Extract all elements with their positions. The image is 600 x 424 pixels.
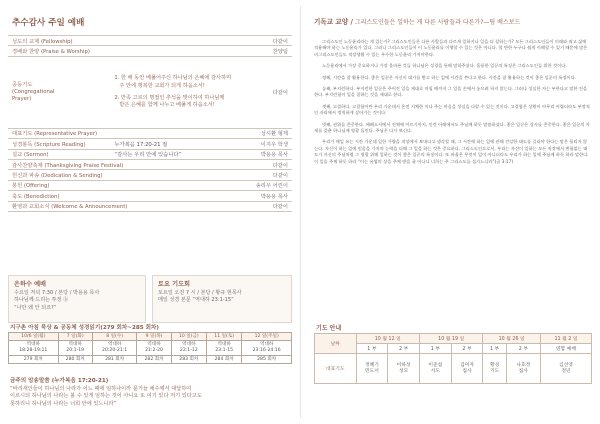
left-column [8,10,292,407]
worship-row [8,46,292,56]
worship-item: 성경봉독 (Scripture Reading) [8,139,110,149]
worship-leader: 박용용 목사 [248,149,292,159]
worship-leader: 이지우 학생 [248,139,292,149]
right-column [310,10,592,374]
worship-leader: 송리우 어린이 [248,180,292,190]
essay-paragraph: 우리가 매일 쓰는 시간 가운데 일한 가량을 직장에서 보내다고 생각할 때, 그 시간에 하는 일에 관해 건강한 태도를 길러야 한다는 말은 틀리지 않는다. 자신이 하는 일에 믿음을 가지며 능력을 더해 그 일을 하는 것은 중요하다. 그리스도인으로서, 우리는 자신이 일하는 모든 직장에서 변함없는 태도가 자신의 주님처럼 그 영광 위해 일하는 것이 좋은 일꾼의 특징이다. 또 바울은 무엇이 일이 아니더라도 우리가 하는 일에 주님께 하듯 하라 말한다. 이 일을 주께 하듯 하라 “이는 유업의 상을 주께 받을 줄 아나니 너희는 주 그리스도를 섬기느니라”(골 3:17) [314,140,589,165]
prayer-part-row: 1 부 2 부 1 부 2 부 1 부 2 부 연합 예배 [315,344,592,354]
worship-title: 추수감사 주일 예배 [12,18,85,28]
saturday-prayer-box: 토요 기도회 토요일 오전 7 시 / 본당 / 황규 현목사 매일 성경 본문 “역대하 23:1-15” [152,275,292,323]
worship-item: 축도 (Benediction) [8,191,248,201]
worship-leader: 다같이 [248,159,292,169]
congregational-prayer-label: 공동기도 (Congregational Prayer) [8,56,110,128]
essay-paragraph: 넷째, 권위를 존중한다. 에베소서에서 전체에 이르기까지, 인간 아래에서도 주님께 하듯 말씀하셨다. 좋은 일꾼은 상사를 존중한다. 좋은 일꾼의 자세를 갖춘 하나님께 영광 돌린다. 주님은 다시 보신다. [314,122,590,135]
saturday-prayer-title: 토요 기도회 [158,281,191,288]
worship-leader: 다같이 [248,201,292,211]
worship-row [8,180,292,190]
worship-row [8,159,292,169]
worship-row [8,149,292,159]
meeting-boxes [8,275,292,323]
essay-paragraph: 둘째, 부지런하다. 부지런한 일꾼은 주어진 일을 제대로 마칠 때까지 그 일을 손에서 놓으려 하지 않는다. 그러나 성실한 자는 부한다고 말한 진을 한다. 부지런함이 일을 잘하는 것을 제대로 한다. [314,87,588,99]
essay-paragraph: 셋째, 고결하다. 고결함이란 우리 가운데서 온전 지체한 이나 주는 마음을 성실을 다할 수 있는 것이다. 고결함은 상황이 아무리 어렵더라도 부정적인 자리에서 정직하게 살아가는 것이다. [314,104,590,117]
prayer-schedule-title: 기도 안내 [316,325,342,332]
worship-item: 경배와 찬양 (Praise & Worship) [8,46,110,56]
worship-leader: 다같이 [248,170,292,180]
scripture-reference: 누가복음 17:20-21 절 [110,139,247,149]
worship-row [8,170,292,180]
prayer-name-row: 대표기도 정혜기 민도서 이하성 성모 이준섭 서도 김미자 집사 황성 기도 나호정 집사 김선영 정년 [315,354,592,384]
reading-schedule-title: 지구촌 아침 묵상 & 공동체 성경읽기(279 회차~285 회차) [10,325,159,331]
schedule-header-row: 10/6 일(월) 7 일(화) 8 일(수) 9 일(목) 10 일(금) 11 일(토) 12 일(주일) [9,333,292,341]
worship-row [8,139,292,149]
reading-schedule-table [8,332,292,364]
worship-leader: 다같이 [248,36,292,46]
worship-item: 성도의 교제 (Fellowship) [8,36,110,46]
essay-paragraph: 정혜, 시간을 잘 활용한다. 좋은 일꾼은 자신이 대가를 받고 하는 일에 시간을 쓴다고 한다. 시간을 잘 활용하는 것이 좋은 일꾼의 특징이다. [322,75,577,81]
essay-paragraph: 노동윤리에서 가장 중요하거나 가장 올바른 것들 하나님은 성경을 통해 말하주셨다. 훌륭한 일꾼의 특징은 그리스도인들 위한 것이다. [322,64,567,70]
congregational-prayer-row [8,56,292,128]
worship-item: 환영과 교회소식 (Welcome & Announcement) [8,201,248,211]
worship-item: 봉헌 (Offering) [8,180,248,190]
worship-leader: 박용용 목사 [248,191,292,201]
memory-verse-title: 금주의 암송말씀 (누가복음 17:20-21) [10,378,109,384]
worship-item: 설교 (Sermon) [8,149,110,159]
worship-order-table [8,35,292,212]
worship-leader: 찬양팀 [248,46,292,56]
worship-row [8,191,292,201]
worship-leader: 다같이 [248,56,292,128]
essay-body [314,40,590,171]
worship-leader: 성시환 형제 [248,128,292,138]
worship-item: 감사찬양축제 (Thanksgiving Praise Festival) [8,159,248,169]
worship-item: 대표기도 (Representative Prayer) [8,128,110,138]
prayer-date-row: 날짜 10 월 12 일 10 월 19 일 10 월 26 일 11 월 2 일 [315,334,592,344]
memory-verse-text: “바리새인들이 하나님의 나라가 어느 때에 임하나이까 묻거늘 예수께서 대답하여 이르시되 하나님의 나라는 볼 수 있게 임하는 것이 아니요 또 여기 있다 저기 있다고도 못하리니 하나님의 나라는 너희 안에 있느니라” [10,386,202,407]
schedule-passage-row: 역대하 18:28-19:11 역대하 20:1-19 역대하 20:20-21:1 역대하 21:2-20 역대하 22:1-12 역대하 23:1-15 역대하 23:16-24:16 [9,340,292,355]
wednesday-service-box: 은하수 예배 수요일 저녁 7:30 / 본당 / 박용용 목사 하나님께 드리는 투정 ⓑ “나만 왜 안 되죠?” [8,275,146,323]
sermon-title: “감사는 우리 안에 있습니다” [110,149,247,159]
prayer-schedule-table [314,333,592,384]
worship-item: 헌신과 파송 (Dedication & Sending) [8,170,248,180]
worship-row [8,36,292,46]
worship-row [8,201,292,211]
worship-row [8,128,292,138]
wednesday-service-title: 은하수 예배 [14,281,47,288]
center-divider [300,6,301,418]
essay-title: 기독교 교양 / 그리스도인들은 일하는 게 다른 사람들과 다른가?—팀 베스보드 [314,18,521,26]
congregational-prayer-text: 1. 한 해 동안 베풀어주신 하나님의 은혜에 감사하며 주 안에 행복한 교회가 되게 하옵소서! 2. 만족 고르의 명절인 추석을 맞이하여 하나님께 받은 은혜를 함께 나누고 베풀게 하옵소서! [110,56,247,128]
schedule-round-row: 279 회차 280 회차 281 회차 282 회차 283 회차 284 회차 285 회차 [9,355,292,363]
essay-paragraph: 그리스도인 노동윤리라는 게 있는가? 그리스도인들은 다른 사람들과 다르게 일하거나 일을 더 잘하는가? 모든 그리스도인들이 미래와 죄고 삶에 적용해야 하는 노동윤리가 있다. 그러나 그리스도인들이 이 노동윤리를 이행할 수 있는 것은 아니다. 할 만한 누구나 쉽게 이해할 수 있기 때문에 많은 비그리스도인들도 직장생활 수 있는 우수한 노동윤리 가져야한다. [314,40,588,58]
